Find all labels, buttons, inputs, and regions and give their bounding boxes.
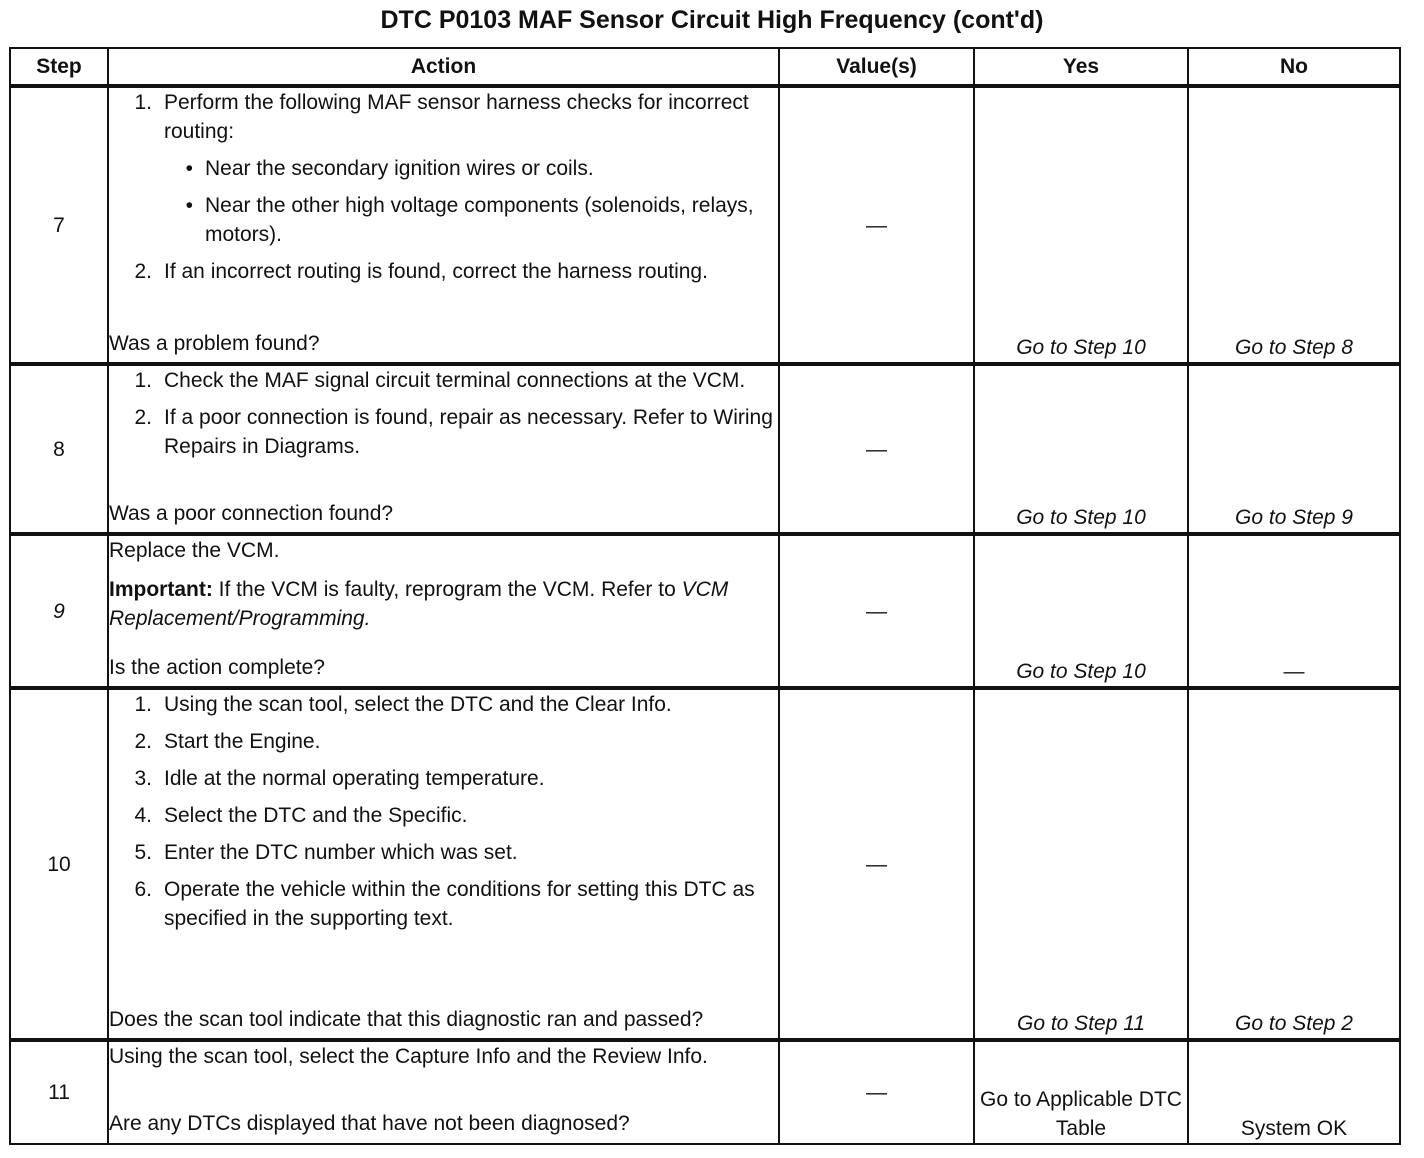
header-row [10, 48, 1400, 86]
item-number: 4. [134, 804, 152, 827]
action-cell [108, 364, 779, 534]
list-item [109, 801, 778, 830]
no-cell: System OK [1188, 1040, 1400, 1144]
list-item [109, 690, 778, 719]
diagnostic-table [9, 47, 1401, 1145]
important-label: Important: [109, 578, 213, 601]
item-number: 1. [134, 91, 152, 114]
yes-cell: Go to Step 11 [974, 688, 1188, 1040]
action-cell [108, 688, 779, 1040]
yes-cell: Go to Step 10 [974, 364, 1188, 534]
item-number: 6. [134, 878, 152, 901]
table-row-step-8 [10, 364, 1400, 534]
page-title: DTC P0103 MAF Sensor Circuit High Frequency (cont'd) [380, 6, 1044, 34]
list-item [109, 403, 778, 461]
question-text: Was a poor connection found? [109, 502, 394, 525]
bullet-icon: • [185, 194, 193, 217]
bullet-text: Near the other high voltage components (solenoids, relays, motors). [205, 194, 754, 246]
header-yes: Yes [974, 48, 1188, 86]
table-row-step-10 [10, 688, 1400, 1040]
step-number: 10 [10, 688, 108, 1040]
list-item [109, 838, 778, 867]
item-text: Check the MAF signal circuit terminal connections at the VCM. [164, 369, 746, 392]
action-cell [108, 534, 779, 688]
item-number: 3. [134, 767, 152, 790]
list-item [109, 875, 778, 933]
action-cell [108, 1040, 779, 1144]
item-text: Operate the vehicle within the conditions for setting this DTC as specified in the supporting text. [164, 878, 755, 930]
item-number: 1. [134, 693, 152, 716]
action-cell [108, 86, 779, 364]
action-paragraph: Replace the VCM. [109, 539, 280, 562]
step-number: 7 [10, 86, 108, 364]
step-number: 9 [10, 534, 108, 688]
item-text: Select the DTC and the Specific. [164, 804, 468, 827]
yes-cell: Go to Step 10 [974, 534, 1188, 688]
no-cell: Go to Step 9 [1188, 364, 1400, 534]
step-number: 8 [10, 364, 108, 534]
bullet-text: Near the secondary ignition wires or coils. [205, 157, 594, 180]
list-item [109, 88, 778, 146]
important-text: If the VCM is faulty, reprogram the VCM. Refer to [218, 578, 676, 601]
question-text: Are any DTCs displayed that have not been diagnosed? [109, 1112, 630, 1135]
yes-cell: Go to Applicable DTC Table [974, 1040, 1188, 1144]
bullet-item [109, 191, 778, 249]
important-note [109, 575, 778, 633]
table-row-step-11 [10, 1040, 1400, 1144]
bullet-icon: • [185, 157, 193, 180]
value-cell: — [779, 364, 974, 534]
header-no: No [1188, 48, 1400, 86]
header-step: Step [10, 48, 108, 86]
item-number: 2. [134, 406, 152, 429]
item-number: 2. [134, 260, 152, 283]
action-paragraph: Using the scan tool, select the Capture Info and the Review Info. [109, 1045, 708, 1068]
no-cell: Go to Step 2 [1188, 688, 1400, 1040]
item-number: 2. [134, 730, 152, 753]
item-text: Idle at the normal operating temperature. [164, 767, 545, 790]
step-number: 11 [10, 1040, 108, 1144]
item-text: Enter the DTC number which was set. [164, 841, 518, 864]
table-row-step-7 [10, 86, 1400, 364]
item-number: 5. [134, 841, 152, 864]
header-values: Value(s) [779, 48, 974, 86]
question-text: Is the action complete? [109, 656, 325, 679]
question-text: Was a problem found? [109, 332, 320, 355]
no-cell: Go to Step 8 [1188, 86, 1400, 364]
value-cell: — [779, 1040, 974, 1144]
item-text: Using the scan tool, select the DTC and the Clear Info. [164, 693, 672, 716]
no-cell: — [1188, 534, 1400, 688]
value-cell: — [779, 86, 974, 364]
list-item [109, 727, 778, 756]
table-row-step-9 [10, 534, 1400, 688]
item-text: If an incorrect routing is found, correct the harness routing. [164, 260, 708, 283]
item-text: Perform the following MAF sensor harness checks for incorrect routing: [164, 91, 749, 143]
question-text: Does the scan tool indicate that this diagnostic ran and passed? [109, 1008, 704, 1031]
item-text: If a poor connection is found, repair as necessary. Refer to Wiring Repairs in Diagrams. [164, 406, 773, 458]
header-action: Action [108, 48, 779, 86]
value-cell: — [779, 688, 974, 1040]
list-item [109, 257, 778, 286]
value-cell: — [779, 534, 974, 688]
important-reference: VCM Replacement/Programming. [109, 578, 729, 630]
list-item [109, 764, 778, 793]
yes-cell: Go to Step 10 [974, 86, 1188, 364]
list-item [109, 366, 778, 395]
item-number: 1. [134, 369, 152, 392]
bullet-item [109, 154, 778, 183]
item-text: Start the Engine. [164, 730, 321, 753]
